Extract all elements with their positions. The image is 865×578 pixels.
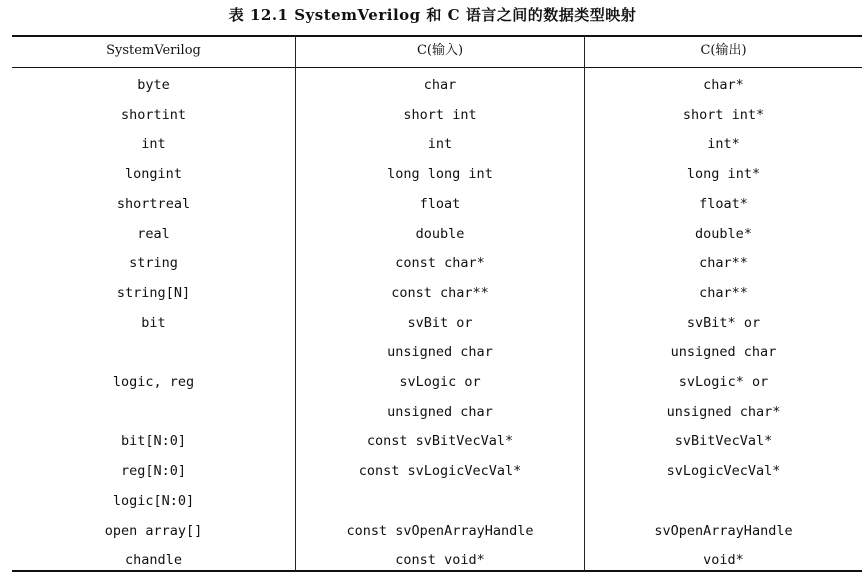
cell-c-output: svLogicVecVal* <box>666 463 781 480</box>
header-systemverilog: SystemVerilog <box>106 43 201 58</box>
cell-c-input: unsigned char <box>387 344 493 361</box>
cell-systemverilog: string <box>129 255 178 272</box>
cell-systemverilog: chandle <box>125 552 182 569</box>
cell-c-output: float* <box>699 195 748 212</box>
cell-c-output: int* <box>707 136 740 153</box>
cell-c-input: long long int <box>387 166 493 183</box>
table-row <box>0 71 865 101</box>
cell-c-output: void* <box>703 552 744 569</box>
cell-c-input <box>296 487 584 517</box>
cell-c-output: char** <box>699 255 748 272</box>
table-top-rule <box>12 35 862 37</box>
cell-c-output: svLogic* or <box>678 374 769 390</box>
table-row <box>0 249 865 279</box>
cell-c-output: char** <box>699 284 748 301</box>
table-row <box>0 517 865 547</box>
table-row <box>0 368 865 398</box>
table-row <box>0 130 865 160</box>
cell-c-output: unsigned char <box>670 344 777 361</box>
cell-c-input: char <box>423 77 457 93</box>
table-row <box>0 427 865 457</box>
table-row <box>0 309 865 339</box>
cell-systemverilog <box>12 338 295 368</box>
cell-c-output: double* <box>695 225 752 242</box>
table-row <box>0 190 865 220</box>
cell-c-output: svBitVecVal* <box>674 433 773 450</box>
table-row <box>0 398 865 428</box>
cell-c-input: const svBitVecVal* <box>366 433 514 450</box>
cell-systemverilog: reg[N:0] <box>120 463 187 480</box>
cell-c-input: const char** <box>391 284 489 301</box>
cell-c-input: short int <box>403 106 477 123</box>
header-c-output: C(输出) <box>700 43 747 58</box>
cell-systemverilog: shortreal <box>116 195 191 212</box>
table-row <box>0 220 865 250</box>
cell-c-input: const svLogicVecVal* <box>358 463 522 480</box>
cell-c-input: double <box>415 225 465 242</box>
table-row <box>0 546 865 576</box>
cell-systemverilog: logic, reg <box>112 374 195 390</box>
cell-systemverilog: string[N] <box>116 284 191 301</box>
cell-c-input: const svOpenArrayHandle <box>346 522 534 539</box>
table-row <box>0 101 865 131</box>
table-header-rule <box>12 67 862 68</box>
table-row <box>0 160 865 190</box>
cell-c-input: float <box>419 195 461 212</box>
cell-c-output: char* <box>703 77 744 93</box>
cell-systemverilog <box>12 398 295 428</box>
cell-systemverilog: int <box>141 136 166 153</box>
cell-systemverilog: bit[N:0] <box>120 433 187 450</box>
cell-systemverilog: shortint <box>120 106 187 123</box>
cell-systemverilog: real <box>137 225 170 242</box>
cell-systemverilog: logic[N:0] <box>112 492 195 509</box>
table-caption: 表 12.1 SystemVerilog 和 C 语言之间的数据类型映射 <box>228 6 637 24</box>
cell-c-input: svLogic or <box>399 374 481 390</box>
cell-c-output <box>585 487 862 517</box>
cell-systemverilog: byte <box>137 77 170 93</box>
cell-c-output: short int* <box>682 106 765 123</box>
cell-c-output: unsigned char* <box>666 403 781 420</box>
cell-c-input: int <box>427 136 453 153</box>
header-c-input: C(输入) <box>416 43 464 58</box>
table-row <box>0 457 865 487</box>
cell-c-input: svBit or <box>407 314 473 331</box>
cell-c-output: long int* <box>686 166 761 183</box>
cell-c-input: const char* <box>395 255 485 272</box>
cell-systemverilog: bit <box>141 314 166 331</box>
cell-c-output: svBit* or <box>686 314 761 331</box>
table-row <box>0 487 865 517</box>
cell-c-output: svOpenArrayHandle <box>654 522 793 539</box>
cell-c-input: const void* <box>395 552 485 569</box>
table-row <box>0 279 865 309</box>
cell-systemverilog: longint <box>125 166 182 183</box>
cell-systemverilog: open array[] <box>104 522 203 539</box>
table-row <box>0 338 865 368</box>
cell-c-input: unsigned char <box>387 403 493 420</box>
